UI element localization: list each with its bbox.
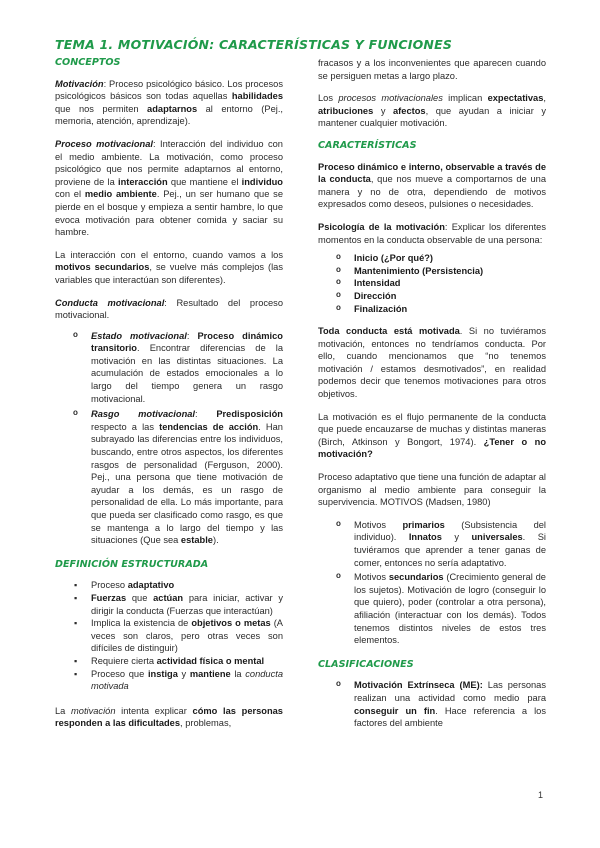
- left-column: [55, 57, 283, 740]
- paragraph-final: La motivación intenta explicar cómo las personas responden a las dificultades, problemas,: [55, 705, 283, 729]
- paragraph-conducta-motivacional: Conducta motivacional: Resultado del proceso motivacional.: [55, 297, 283, 321]
- heading-caracteristicas: CARACTERÍSTICAS: [318, 139, 417, 151]
- list-momentos: [318, 252, 546, 315]
- list-item: ▪ Proceso adaptativo: [55, 579, 283, 592]
- paragraph-proceso-dinamico: Proceso dinámico e interno, observable a través de la conducta, que nos mueve a comportarnos de una manera y no de otra, dependiendo de motivos expresados como deseos, pulsiones o necesidades.: [318, 161, 546, 210]
- heading-definicion-estructurada: DEFINICIÓN ESTRUCTURADA: [55, 558, 209, 570]
- list-item: o Inicio (¿Por qué?): [318, 252, 546, 265]
- list-definicion: [55, 579, 283, 692]
- list-item: o Estado motivacional: Proceso dinámico transitorio. Encontrar diferencias de la motivación en las distintas situaciones. La acumulación de estados emocionales a lo largo del tiempo genera un rasgo motivacional.: [55, 330, 283, 406]
- list-item: o Finalización: [318, 303, 546, 316]
- list-clasificaciones: [318, 679, 546, 729]
- right-column: [318, 57, 546, 740]
- list-motivos: [318, 519, 546, 647]
- list-estado-rasgo: [55, 330, 283, 547]
- paragraph-continuation: fracasos y a los inconvenientes que aparecen cuando se persiguen metas a largo plazo.: [318, 58, 546, 81]
- paragraph-procesos-motivacionales: Los procesos motivacionales implican expectativas, atribuciones y afectos, que ayudan a iniciar y mantener cualquier motivación.: [318, 93, 546, 129]
- list-item: ▪ Requiere cierta actividad física o mental: [55, 655, 283, 668]
- list-item: ▪ Implica la existencia de objetivos o metas (A veces son claros, pero otras veces son difíciles de distinguir): [55, 617, 283, 655]
- page-number: 1: [538, 790, 544, 800]
- list-item: o Intensidad: [318, 277, 546, 290]
- list-item: o Motivación Extrínseca (ME): Las personas realizan una actividad como medio para conseguir un fin. Hace referencia a los factores del ambiente: [318, 679, 546, 729]
- list-item: ▪ Proceso que instiga y mantiene la conducta motivada: [55, 668, 283, 693]
- heading-clasificaciones: CLASIFICACIONES: [318, 658, 414, 670]
- list-item: o Mantenimiento (Persistencia): [318, 265, 546, 278]
- list-item: o Motivos primarios (Subsistencia del individuo). Innatos y universales. Si tuviéramos que aprender a tener ganas de comer, entonces no sería adaptativo.: [318, 519, 546, 569]
- paragraph-psicologia: Psicología de la motivación: Explicar los diferentes momentos en la conducta observable de una persona:: [318, 221, 546, 245]
- paragraph-proceso-adaptativo: Proceso adaptativo que tiene una función de adaptar al organismo al medio ambiente para conseguir la supervivencia. MOTIVOS (Madsen, 1980): [318, 472, 546, 508]
- list-item: o Motivos secundarios (Crecimiento general de los sujetos). Motivación de logro (conseguir lo que quiero), poder (controlar a otra persona), afiliación (interactuar con los demás). Todos tenemos distintos niveles de estos tres elementos.: [318, 571, 546, 647]
- paragraph-interaccion: La interacción con el entorno, cuando vamos a los motivos secundarios, se vuelve más complejos (las variables que interactúan son diferentes).: [55, 249, 283, 285]
- paragraph-flujo: La motivación es el flujo permanente de la conducta que puede encauzarse de muchas y distintas maneras (Birch, Atkinson y Bongort, 1974). ¿Tener o no motivación?: [318, 411, 546, 460]
- list-item: o Dirección: [318, 290, 546, 303]
- paragraph-proceso-motivacional: Proceso motivacional: Interacción del individuo con el medio ambiente. La motivación, como proceso psicológico que nos permite adaptarnos al entorno, proviene de la interacción que mantiene el individuo con el medio ambiente. Pej., un ser humano que se pierde en el bosque y empieza a sentir hambre, lo que evoca motivación para obtener comida y saciar su hambre.: [55, 138, 283, 238]
- list-item: o Rasgo motivacional: Predisposición respecto a las tendencias de acción. Han subrayado las diferencias entre los individuos, buscando, entre otros aspectos, los diferentes rasgos de personalidad (Ferguson, 2000). Pej., una persona que tiene motivación de ayudar a los demás, es un rasgo de personalidad de ella. Lo más importante, para que pueda ser clasificado como rasgo, es que se mantenga a lo largo del tiempo y las situaciones (Que sea estable).: [55, 408, 283, 547]
- list-item: ▪ Fuerzas que actúan para iniciar, activar y dirigir la conducta (Fuerzas que interactúan): [55, 592, 283, 617]
- paragraph-motivacion: Motivación: Proceso psicológico básico. Los procesos psicológicos básicos son todas aquellas habilidades que nos permiten adaptarnos al entorno (Pej., memoria, atención, aprendizaje).: [55, 78, 284, 127]
- page-title: TEMA 1. MOTIVACIÓN: CARACTERÍSTICAS Y FUNCIONES: [55, 37, 453, 52]
- paragraph-toda-conducta: Toda conducta está motivada. Si no tuviéramos motivación, entonces no tendríamos conducta. Por ello, cuando mencionamos que “no tenemos motivación / estamos desmotivados”, en realidad podemos decir que tenemos motivaciones para otros objetivos.: [318, 326, 546, 400]
- heading-conceptos: CONCEPTOS: [55, 57, 121, 68]
